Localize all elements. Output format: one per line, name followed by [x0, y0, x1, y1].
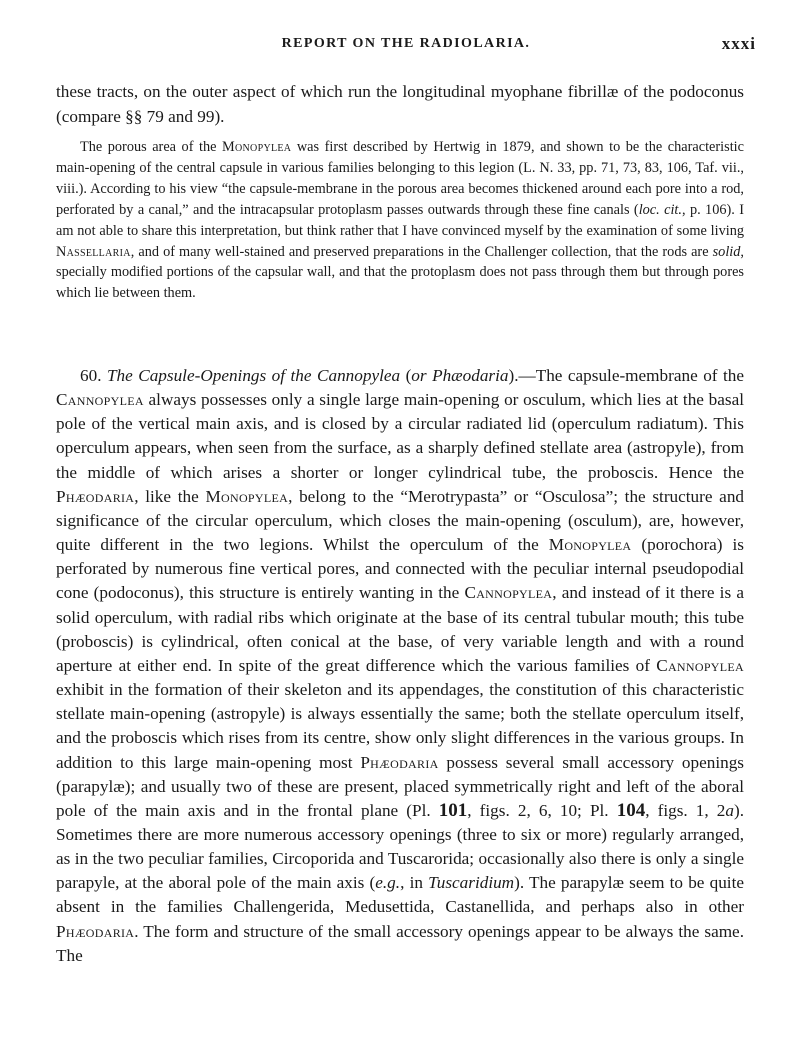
note-text: , specially modified portions of the capsular wall, and that the protoplasm does not pass through them but through pores which lie between them. — [56, 243, 744, 302]
abbreviation-italic: e.g. — [375, 873, 401, 893]
figure-letter: a — [725, 800, 734, 820]
section-60-paragraph — [56, 364, 744, 968]
section-title: The Capsule-Openings of the Cannopylea — [106, 366, 401, 385]
genus-name: Tuscaridium — [428, 873, 515, 893]
body-text: , like the — [134, 486, 206, 506]
section-title-or: or — [411, 366, 427, 385]
body-text: , figs. 1, 2 — [645, 800, 726, 820]
body-text: , figs. 2, 6, 10; Pl. — [467, 800, 617, 820]
body-text: , and instead of it there is a solid operculum, with radial ribs which originate at the base of its central tubular mouth; this tube (proboscis) is cylindrical, often conical at the base, of very variable length and with a round aperture at either end. In spite of the great difference which the various families of — [56, 583, 745, 675]
note-text: , p. 106). I am not able to share this interpretation, but think rather that I have convinced myself by the examination of some living — [56, 201, 744, 239]
taxon-name: Phæodaria — [360, 752, 439, 772]
body-text: exhibit in the formation of their skeleton and its appendages, the constitution of this characteristic stellate main-opening (astropyle) is always essentially the same; both the stellate operculum itself, and the proboscis which rises from its centre, show only slight differences in the various groups. In addition to this large main-opening most — [56, 680, 744, 772]
body-text: ). Sometimes there are more numerous accessory openings (three to six or more) regularly arranged, as in the two peculiar families, Circoporida and Tuscarorida; occasionally also there is only a single parapyle, at the aboral pole of the main axis ( — [56, 800, 745, 893]
taxon-name: Nassellaria — [56, 243, 131, 260]
body-text: possess several small accessory openings (parapylæ); and usually two of these are present, placed symmetrically right and left of the aboral pole of the main axis and in the frontal plane (Pl. — [56, 752, 744, 820]
taxon-name: Cannopylea — [656, 655, 744, 675]
plate-reference: 101 — [438, 799, 468, 821]
note-text: was first described by Hertwig in 1879, and shown to be the characteristic main-opening of the central capsule in various families belonging to this legion (L. N. 33, pp. 71, 73, 83, 106, Taf. vii., viii.). According to his view “the capsule-membrane in the porous area becomes thickened around each pore into a rod, perforated by a canal,” and the intracapsular protoplasm passes outwards through these fine canals ( — [56, 139, 744, 218]
page-number: xxxi — [721, 34, 756, 53]
body-text: The capsule-membrane of the — [535, 366, 745, 385]
body-text: always possesses only a single large main-opening or osculum, which lies at the basal pole of the vertical main axis, and is closed by a circular radiated lid (operculum radiatum). This operculum appears, when seen from the surface, as a sharply defined stellate area (astropyle), from the middle of which arises a shorter or longer cylindrical tube, the proboscis. Hence the — [56, 390, 744, 482]
body-text: , in — [400, 873, 429, 893]
taxon-name: Cannopylea — [464, 583, 553, 603]
taxon-name: Monopylea — [548, 535, 632, 555]
note-text: The porous area of the — [80, 139, 222, 155]
body-text: (porochora) is perforated by numerous fine vertical pores, and connected with the peculiar internal pseudopodial cone (podoconus), this structure is entirely wanting in the — [56, 535, 744, 603]
taxon-name: Monopylea — [222, 139, 292, 155]
small-print-note — [56, 137, 744, 304]
section-title-close: ).— — [508, 366, 536, 385]
taxon-name: Monopylea — [205, 486, 289, 506]
citation-italic: loc. cit. — [638, 201, 682, 218]
running-head: REPORT ON THE RADIOLARIA. — [281, 36, 531, 51]
plate-reference: 104 — [616, 799, 646, 821]
opening-paragraph: these tracts, on the outer aspect of which run the longitudinal myophane fibrillæ of the podoconus (compare §§ 79 and 99). — [56, 82, 744, 126]
section-number: 60. — [80, 366, 107, 385]
body-text: . The form and structure of the small accessory openings appear to be always the same. The — [56, 921, 744, 965]
taxon-name: Phæodaria — [56, 921, 135, 941]
body-text: , belong to the “Merotrypasta” or “Osculosa”; the structure and significance of the circular operculum, which closes the main-opening (osculum), are, however, quite different in the two legions. Whilst the operculum of the — [56, 486, 745, 555]
section-title-paren: ( — [400, 366, 412, 385]
taxon-name: Cannopylea — [56, 390, 144, 410]
note-text: , and of many well-stained and preserved preparations in the Challenger collection, that the rods are — [130, 243, 713, 260]
taxon-name: Phæodaria — [56, 486, 135, 506]
body-text: ). The parapylæ seem to be quite absent in the families Challengerida, Medusettida, Castanellida, and perhaps also in other — [56, 873, 744, 917]
emphasis-italic: solid — [712, 243, 741, 260]
page-header — [56, 36, 756, 58]
section-title-alt: Phæodaria — [432, 366, 509, 385]
